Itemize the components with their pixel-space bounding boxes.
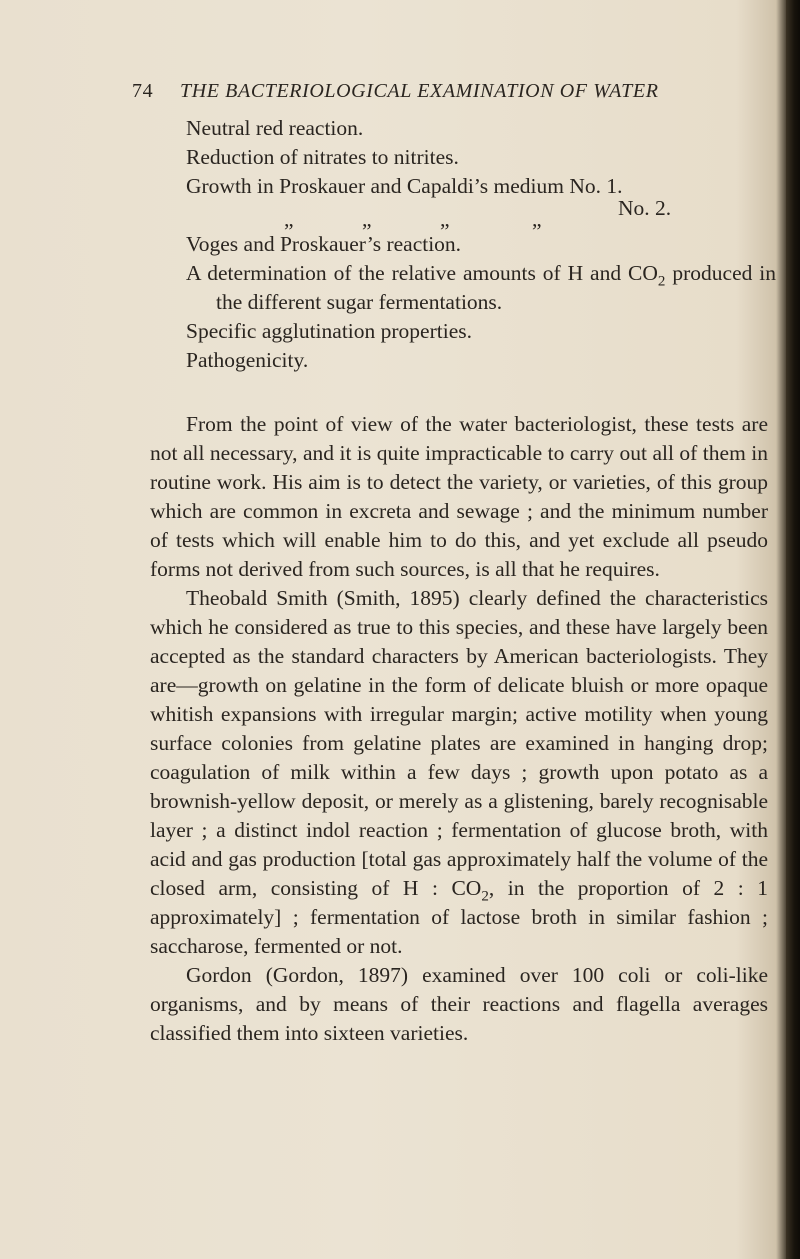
test-list bbox=[186, 114, 776, 375]
running-title: THE BACTERIOLOGICAL EXAMINATION OF WATER bbox=[180, 80, 659, 102]
subscript: 2 bbox=[657, 273, 666, 290]
list-item-text: A determination of the relative amounts of H and CO bbox=[186, 261, 658, 285]
paragraph: Gordon (Gordon, 1897) examined over 100 coli or coli-like organisms, and by means of their reactions and flagella averages classified them into sixteen varieties. bbox=[150, 963, 768, 1045]
subscript: 2 bbox=[481, 888, 489, 905]
ditto-mark: „ bbox=[284, 207, 294, 231]
list-item: Reduction of nitrates to nitrites. bbox=[186, 145, 459, 169]
list-item: Specific agglutination properties. bbox=[186, 319, 472, 343]
paragraph: From the point of view of the water bacteriologist, these tests are not all necessary, and it is quite impracticable to carry out all of them in routine work. His aim is to detect the variety, or varieties, of this group which are common in excreta and sewage ; and the minimum number of tests which will enable him to do this, and yet exclude all pseudo forms not derived from such sources, is all that he requires. bbox=[150, 412, 768, 581]
list-item-ditto bbox=[186, 196, 776, 231]
list-item: Growth in Proskauer and Capaldi’s medium No. 1. bbox=[186, 174, 623, 198]
paragraph bbox=[150, 584, 768, 961]
paragraph-text: Theobald Smith (Smith, 1895) clearly defined the characteristics which he considered as true to this species, and these have largely been accepted as the standard characters by American bacteriologists. They are—growth on gelatine in the form of delicate bluish or more opaque whitish expansions with irregular margin; active motility when young surface colonies from gelatine plates are examined in hanging drop; coagulation of milk within a few days ; growth upon potato as a brownish-yellow deposit, or merely as a glistening, barely recognisable layer ; a distinct indol reaction ; fermentation of glucose broth, with acid and gas production [total gas approximately half the volume of the closed arm, consisting of H : CO bbox=[150, 586, 768, 900]
list-item: Voges and Proskauer’s reaction. bbox=[186, 232, 462, 256]
ditto-mark: „ bbox=[440, 207, 450, 231]
medium-number: No. 2. bbox=[618, 196, 672, 220]
book-spine-shadow bbox=[786, 0, 800, 1259]
page-number: 74 bbox=[132, 80, 154, 102]
running-header bbox=[132, 80, 752, 110]
list-item bbox=[186, 259, 776, 317]
list-item: Neutral red reaction. bbox=[186, 116, 364, 140]
body-text bbox=[150, 410, 768, 1048]
ditto-mark: „ bbox=[362, 207, 372, 231]
list-item-text: produced in the different sugar fermentations. bbox=[216, 261, 777, 314]
ditto-mark: „ bbox=[532, 207, 542, 231]
paragraph-text: , in the proportion of 2 : 1 approximately] ; fermentation of lactose broth in similar fashion ; saccharose, fermented or not. bbox=[150, 876, 769, 958]
list-item: Pathogenicity. bbox=[186, 348, 309, 372]
